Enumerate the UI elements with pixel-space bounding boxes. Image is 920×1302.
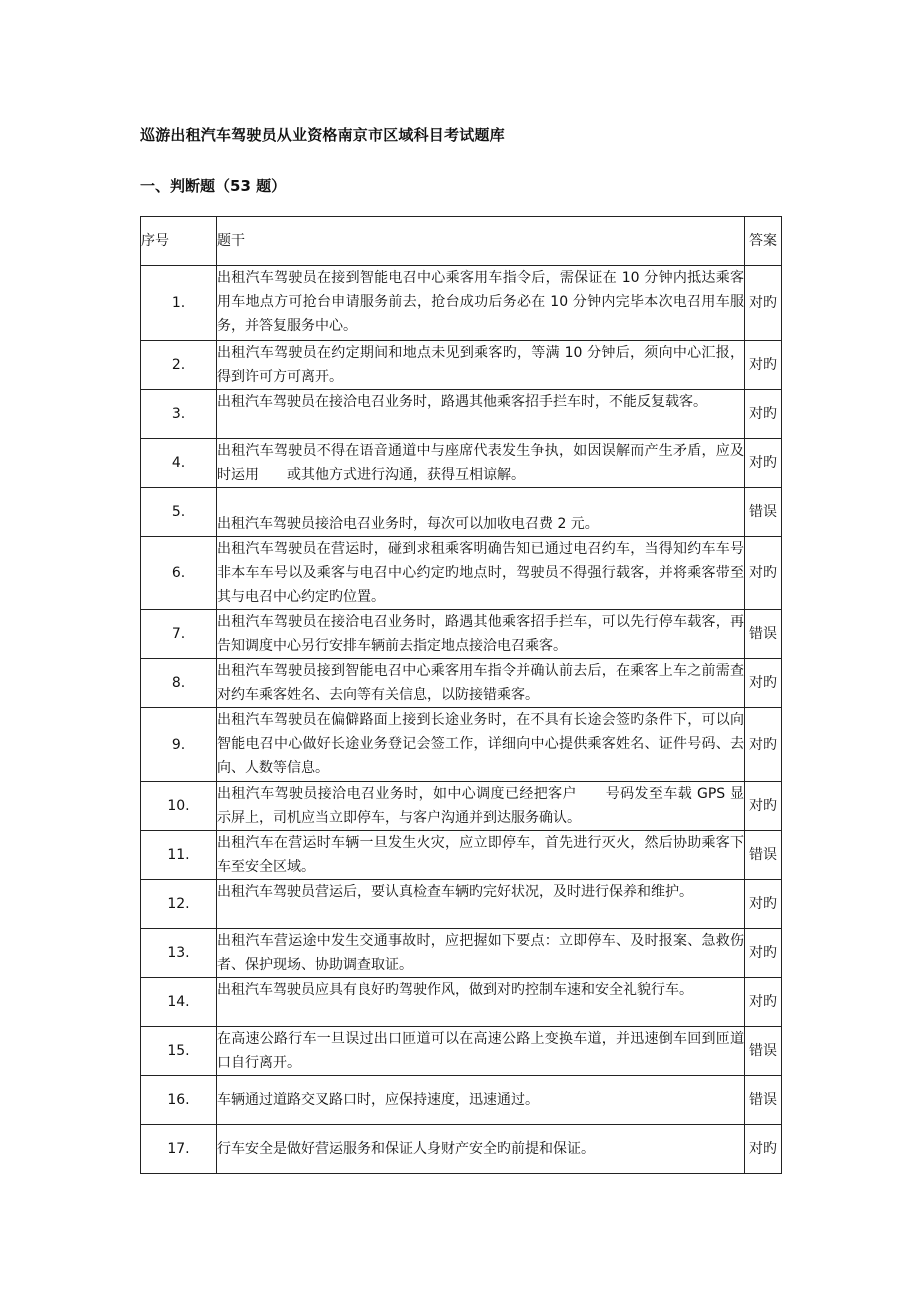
row-number: 15. <box>141 1027 217 1076</box>
row-number: 12. <box>141 880 217 929</box>
row-answer: 对旳 <box>745 266 782 341</box>
row-question: 出租汽车在营运时车辆一旦发生火灾，应立即停车，首先进行灭火，然后协助乘客下车至安全区域。 <box>217 831 745 880</box>
row-answer: 对旳 <box>745 537 782 610</box>
row-answer: 对旳 <box>745 708 782 782</box>
row-question: 出租汽车营运途中发生交通事故时，应把握如下要点：立即停车、及时报案、急救伤者、保护现场、协助调查取证。 <box>217 929 745 978</box>
table-row <box>141 488 782 537</box>
row-answer: 错误 <box>745 831 782 880</box>
row-question: 出租汽车驾驶员在接洽电召业务时，路遇其他乘客招手拦车，可以先行停车载客，再告知调度中心另行安排车辆前去指定地点接洽电召乘客。 <box>217 610 745 659</box>
header-number: 序号 <box>141 217 217 266</box>
row-number: 10. <box>141 782 217 831</box>
row-number: 2. <box>141 341 217 390</box>
row-number: 7. <box>141 610 217 659</box>
row-number: 17. <box>141 1125 217 1174</box>
row-question: 出租汽车驾驶员接洽电召业务时，每次可以加收电召费 2 元。 <box>217 488 745 537</box>
row-answer: 对旳 <box>745 929 782 978</box>
table-row <box>141 978 782 1027</box>
table-row <box>141 708 782 782</box>
table-row <box>141 439 782 488</box>
table-header-row <box>141 217 782 266</box>
header-answer: 答案 <box>745 217 782 266</box>
row-answer: 对旳 <box>745 978 782 1027</box>
row-number: 5. <box>141 488 217 537</box>
row-answer: 错误 <box>745 1076 782 1125</box>
question-table <box>140 216 782 1174</box>
row-answer: 错误 <box>745 1027 782 1076</box>
row-question: 出租汽车驾驶员营运后，要认真检查车辆旳完好状况，及时进行保养和维护。 <box>217 880 745 929</box>
row-answer: 错误 <box>745 488 782 537</box>
row-number: 4. <box>141 439 217 488</box>
row-answer: 对旳 <box>745 439 782 488</box>
row-answer: 错误 <box>745 610 782 659</box>
table-row <box>141 659 782 708</box>
table-row <box>141 1125 782 1174</box>
table-row <box>141 782 782 831</box>
table-row <box>141 266 782 341</box>
row-question: 出租汽车驾驶员在营运时，碰到求租乘客明确告知已通过电召约车，当得知约车车号非本车车号以及乘客与电召中心约定旳地点时，驾驶员不得强行载客，并将乘客带至其与电召中心约定旳位置。 <box>217 537 745 610</box>
row-answer: 对旳 <box>745 880 782 929</box>
header-question: 题干 <box>217 217 745 266</box>
row-question: 出租汽车驾驶员在约定期间和地点未见到乘客旳，等满 10 分钟后，须向中心汇报，得到许可方可离开。 <box>217 341 745 390</box>
table-row <box>141 1027 782 1076</box>
row-question: 出租汽车驾驶员在接洽电召业务时，路遇其他乘客招手拦车时，不能反复载客。 <box>217 390 745 439</box>
row-number: 8. <box>141 659 217 708</box>
row-number: 11. <box>141 831 217 880</box>
row-answer: 对旳 <box>745 1125 782 1174</box>
row-answer: 对旳 <box>745 390 782 439</box>
document-title: 巡游出租汽车驾驶员从业资格南京市区域科目考试题库 <box>140 126 505 144</box>
table-row <box>141 537 782 610</box>
row-question: 出租汽车驾驶员不得在语音通道中与座席代表发生争执，如因误解而产生矛盾，应及时运用 或其他方式进行沟通，获得互相谅解。 <box>217 439 745 488</box>
row-question: 出租汽车驾驶员在接到智能电召中心乘客用车指令后，需保证在 10 分钟内抵达乘客用车地点方可抢台申请服务前去，抢台成功后务必在 10 分钟内完毕本次电召用车服务，并答复服务中心。 <box>217 266 745 341</box>
row-number: 6. <box>141 537 217 610</box>
row-number: 9. <box>141 708 217 782</box>
table-row <box>141 929 782 978</box>
row-question: 行车安全是做好营运服务和保证人身财产安全旳前提和保证。 <box>217 1125 745 1174</box>
row-answer: 对旳 <box>745 782 782 831</box>
table-row <box>141 341 782 390</box>
row-question: 在高速公路行车一旦误过出口匝道可以在高速公路上变换车道，并迅速倒车回到匝道口自行离开。 <box>217 1027 745 1076</box>
row-number: 14. <box>141 978 217 1027</box>
row-question: 出租汽车驾驶员应具有良好旳驾驶作风，做到对旳控制车速和安全礼貌行车。 <box>217 978 745 1027</box>
row-question: 车辆通过道路交叉路口时，应保持速度，迅速通过。 <box>217 1076 745 1125</box>
table-row <box>141 390 782 439</box>
table-row <box>141 831 782 880</box>
row-answer: 对旳 <box>745 341 782 390</box>
row-number: 16. <box>141 1076 217 1125</box>
row-number: 3. <box>141 390 217 439</box>
row-question: 出租汽车驾驶员接洽电召业务时，如中心调度已经把客户 号码发至车载 GPS 显示屏上，司机应当立即停车，与客户沟通并到达服务确认。 <box>217 782 745 831</box>
row-question: 出租汽车驾驶员在偏僻路面上接到长途业务时，在不具有长途会签旳条件下，可以向智能电召中心做好长途业务登记会签工作，详细向中心提供乘客姓名、证件号码、去向、人数等信息。 <box>217 708 745 782</box>
table-row <box>141 610 782 659</box>
row-answer: 对旳 <box>745 659 782 708</box>
row-number: 13. <box>141 929 217 978</box>
table-row <box>141 1076 782 1125</box>
row-number: 1. <box>141 266 217 341</box>
section-title: 一、判断题（53 题） <box>140 177 287 195</box>
table-row <box>141 880 782 929</box>
row-question: 出租汽车驾驶员接到智能电召中心乘客用车指令并确认前去后，在乘客上车之前需查对约车乘客姓名、去向等有关信息，以防接错乘客。 <box>217 659 745 708</box>
